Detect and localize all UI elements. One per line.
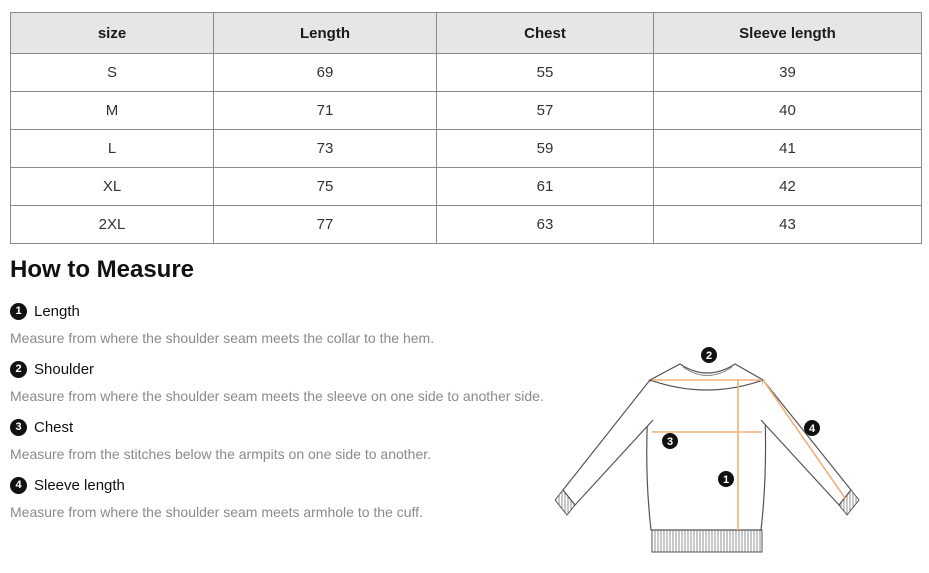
table-row xyxy=(11,130,922,168)
cell-length: 75 xyxy=(214,168,437,206)
cell-size: S xyxy=(11,54,214,92)
marker-4 xyxy=(804,420,820,436)
measure-item-title: Shoulder xyxy=(34,360,95,378)
cell-sleeve-length: 41 xyxy=(654,130,922,168)
cell-sleeve-length: 43 xyxy=(654,206,922,244)
table-row xyxy=(11,168,922,206)
header-length: Length xyxy=(214,13,437,54)
measure-item-description: Measure from where the shoulder seam meets the sleeve on one side to another side. xyxy=(10,388,544,404)
measure-item-title: Sleeve length xyxy=(34,476,125,494)
measure-item-length xyxy=(10,301,570,346)
header-chest: Chest xyxy=(437,13,654,54)
cell-length: 71 xyxy=(214,92,437,130)
measure-item-sleeve-length xyxy=(10,475,570,520)
cell-length: 69 xyxy=(214,54,437,92)
table-row xyxy=(11,92,922,130)
cell-size: XL xyxy=(11,168,214,206)
header-size: size xyxy=(11,13,214,54)
size-chart-table xyxy=(10,12,922,244)
number-badge-icon: 3 xyxy=(10,419,27,436)
number-badge-icon: 4 xyxy=(10,477,27,494)
svg-text:4: 4 xyxy=(808,423,816,435)
svg-text:2: 2 xyxy=(705,350,713,362)
svg-text:3: 3 xyxy=(666,436,674,448)
marker-2 xyxy=(701,347,717,363)
cell-chest: 61 xyxy=(437,168,654,206)
marker-1 xyxy=(718,471,734,487)
table-header-row xyxy=(11,13,922,54)
cell-chest: 63 xyxy=(437,206,654,244)
sweater-diagram xyxy=(555,340,865,560)
cell-size: L xyxy=(11,130,214,168)
measure-item-description: Measure from where the shoulder seam meets armhole to the cuff. xyxy=(10,504,423,520)
cell-size: 2XL xyxy=(11,206,214,244)
cell-chest: 55 xyxy=(437,54,654,92)
cell-sleeve-length: 42 xyxy=(654,168,922,206)
measure-item-description: Measure from where the shoulder seam meets the collar to the hem. xyxy=(10,330,435,346)
measure-item-shoulder xyxy=(10,359,570,404)
cell-chest: 57 xyxy=(437,92,654,130)
sweater-outline xyxy=(555,364,859,552)
marker-3 xyxy=(662,433,678,449)
how-to-measure-title: How to Measure xyxy=(10,256,195,283)
number-badge-icon: 1 xyxy=(10,303,27,320)
svg-text:1: 1 xyxy=(722,474,730,486)
cell-sleeve-length: 39 xyxy=(654,54,922,92)
measure-item-title: Length xyxy=(34,302,80,320)
measure-item-title: Chest xyxy=(34,418,74,436)
cell-length: 77 xyxy=(214,206,437,244)
number-badge-icon: 2 xyxy=(10,361,27,378)
table-row xyxy=(11,54,922,92)
cell-length: 73 xyxy=(214,130,437,168)
cell-chest: 59 xyxy=(437,130,654,168)
measure-item-chest xyxy=(10,417,570,462)
cell-size: M xyxy=(11,92,214,130)
header-sleeve-length: Sleeve length xyxy=(654,13,922,54)
measure-item-description: Measure from the stitches below the armpits on one side to another. xyxy=(10,446,432,462)
cell-sleeve-length: 40 xyxy=(654,92,922,130)
table-row xyxy=(11,206,922,244)
